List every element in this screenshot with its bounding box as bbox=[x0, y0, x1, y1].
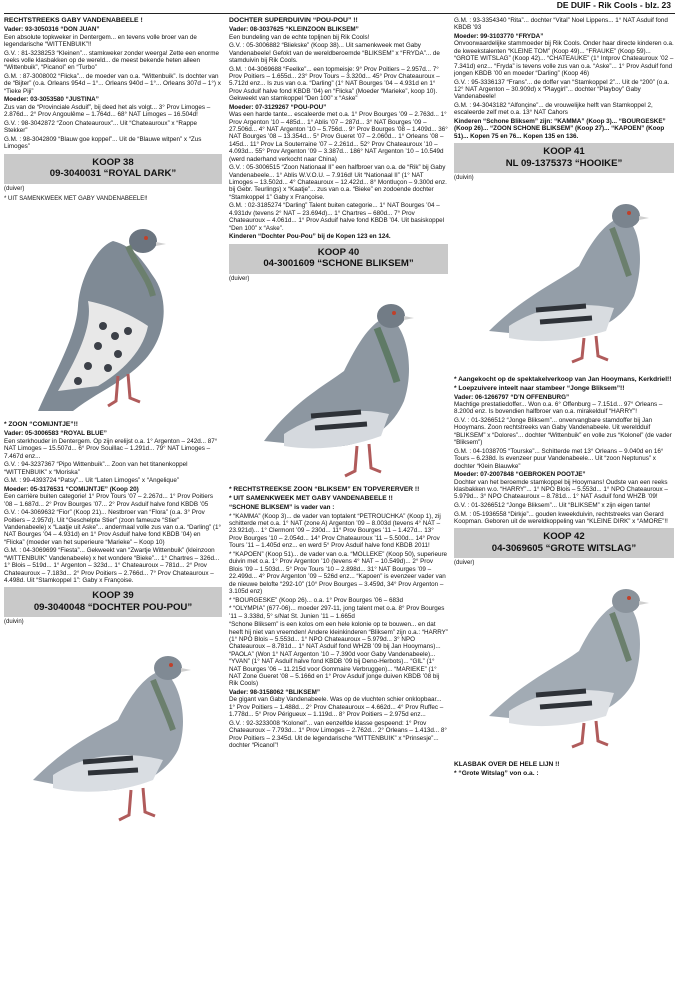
vader-label: Vader: 08-3037625 “KLEINZOON BLIKSEM” bbox=[229, 26, 359, 34]
sex-label: (duivin) bbox=[454, 175, 474, 182]
gm-text: G.M. : 02-3185274 “Darling” Talent buiten categorie... 1° NAT Bourges ’04 – 4.931dv (tevens 2° NAT – 23.694d)... 1° Chartres – 680d... 7° Prov Chateauroux – 4.061d... 1° Prov Asduif halve fond KBDB ’04. Uit basiskoppel “Den 100” x “Aske”. bbox=[229, 202, 444, 232]
moeder-text: Onvoorwaardelijke stammoeder bij Rik Cools. Onder haar directe kinderen o.a. de kweekstalenten “KLEINE TOM” (Koop 49)... “FRAUKE” (Koop 59)... “GROTE WITSLAG” (Koop 42)... “CHATEAUKE” (1° Intprov Chateauroux ’02 – 7.341d) enz... “Fryda” is tevens volle zus van o.a. “Aske”... 1° Prov Asduif fond jongen KBDB ’00 en moeder “Darling” (Koop 46) bbox=[454, 40, 674, 78]
vader-text: Een bundeling van de echte topljnen bij Rik Cools! bbox=[229, 33, 370, 41]
pigeon-photo-koop-38 bbox=[18, 206, 208, 421]
ring-name: 09-3040031 “ROYAL DARK” bbox=[49, 168, 177, 180]
column-3 bbox=[454, 17, 674, 779]
gv-text: G.V. : 05-3006882 “Bliekske” (Koop 38)... Uit samenkweek met Gaby Vandenabeele! Gefokt van de wereldberoemde “BLIKSEM” x “FRYDA”... de stamduivin bij Rik Cools. bbox=[229, 42, 440, 64]
ring-name: NL 09-1375373 “HOOIKE” bbox=[505, 157, 623, 169]
gm-text: G.M. : 99-4393724 “Patsy”... Uit “Laten Limoges” x “Angelique” bbox=[4, 477, 179, 485]
photo-caption: * RECHTSTREEKSE ZOON “BLIKSEM” EN TOPVERERVER !! bbox=[229, 486, 420, 494]
gm-text: G.M. : 04-1038705 “Tourske”... Schitterde met 13° Orleans – 9.040d en 16° Tours – 6.238d. Is evenzeer puur Vandenabeele... Uit “zoon Neptunus” x dochter “Klein Blauwke” bbox=[454, 447, 664, 470]
gm-text: G.M. : 98-3042809 “Blauw goe koppel”... Uit de “Blauwe witpen” x “Zus Limoges” bbox=[4, 135, 202, 151]
gm-text: G.M. : 93-3354340 “Rita”... dochter “Vital” Noel Lippens... 1° NAT Asduif fond KBDB ’93 bbox=[454, 17, 668, 32]
offspring-entry: * “KAMMA” (Koop 3)... de vader van toptalent “PETROUCHKA” (Koop 1), zij schitterde met o.a. 1° NAT (zone A) Argenton ’09 – 8.003d (tevens 4° NAT – 23.921d)... 1° Clermont ’09 – 230d... 11° Prov Bourges ’11 – 1.427d... 13° Prov Bourges ’10 – 2.054d... 14° Prov Chateauroux ’11 – 5.500d... 14° Prov Tours ’11 – 1.405d enz... en werd 5° Prov Asduif halve fond KBDB 2011! bbox=[229, 512, 441, 550]
moeder-label: Moeder: 07-2007848 “GEBROKEN POOTJE” bbox=[454, 471, 586, 479]
column-2 bbox=[229, 17, 448, 751]
vader-label: Vader: 05-3006583 “ROYAL BLUE” bbox=[4, 430, 107, 438]
sex-label: (duivin) bbox=[4, 619, 24, 626]
gm-text: G.M. : 87-3008002 “Flicka”... de moeder van o.a. “Wittenbuik”. Is dochter van de “Bijter” (o.a. Orleans 954d – 1°... Orleans 940d – 1°... Orleans 307d – 1°) x “Tieke Piji” bbox=[4, 73, 221, 95]
pigeon-photo-koop-41 bbox=[464, 186, 664, 376]
photo-caption: * Loepzuivere inteelt naar stambeer “Jonge Bliksem”!! bbox=[454, 384, 625, 392]
ring-name: 09-3040048 “DOCHTER POU-POU” bbox=[33, 601, 193, 613]
moeder-label: Moeder: 05-3176531 “COMIJNTJE” (Koop 20) bbox=[4, 485, 139, 493]
photo-caption: * UIT SAMENKWEEK MET GABY VANDENABEELE !! bbox=[229, 495, 393, 503]
section-title: RECHTSTREEKS GABY VANDENABEELE ! bbox=[4, 17, 143, 24]
koop-38-banner bbox=[4, 154, 222, 184]
koop-number: KOOP 38 bbox=[92, 156, 134, 168]
gv-text: G.V. : 98-3042872 “Zoon Chateauroux”... Uit “Chateauroux” x “Rappe Stekker” bbox=[4, 119, 197, 135]
photo-caption: KLASBAK OVER DE HELE LIJN !! bbox=[454, 760, 560, 768]
kinderen-note: Kinderen “Schone Bliksem” zijn: “KAMMA” (Koop 3)... “BOURGESKE” (Koop 26)... “ZOON SCHONE BLIKSEM” (Koop 27)... “KAPOEN” (Koop 51)... Kopen 75 en 76... Kopen 135 en 136. bbox=[454, 118, 666, 140]
moeder-text: Was een harde tante... escaleerde met o.a. 1° Prov Bourges ’09 – 2.763d... 1° Prov Argenton ’10 – 485d... 1° Ablis ’07 – 287d... 3° NAT Bourges ’09 – 27.506d... 4° NAT Argenton ’10 – 5.756d... 9° Prov Bourges ’08 – 1.409d... 36° NAT Bourges ’08 – 13.354d... 5° Prov Gueret ’07 – 2.060d... 1° Orleans ’08 – 145d... 11° Prov La Souterraine ’07 – 2.261d... 52° Prov Chateauroux ’10 – 4.093d... 55° Prov Argenton ’09 – 3.387d... 186° NAT Argenton ’10 – 10.549d (werd naderhand verkocht naar China) bbox=[229, 111, 448, 163]
vader-text: Een sterkhouder in Dentergem. Op zijn erelijst o.a. 1° Argenton – 242d... 87° NAT Limoges – 15.507d... 6° Prov Souillac – 1.291d... 79° NAT Limoges – 7.467d enz... bbox=[4, 437, 218, 460]
koop-number: KOOP 41 bbox=[543, 146, 585, 158]
gv-text: G.V. : 01-3266512 “Jonge Bliksem”... onvervangbare stamdoffer bij Jan Hooymans. Zoon rechtstreeks van Gaby Vandenabeele. Uit wereldduif “BLIKSEM” x “Dolores”... dochter “Wittenbuik” en volle zus “Kolonel” (de vader “Bliksem”) bbox=[454, 417, 672, 447]
sex-label: (duiver) bbox=[229, 275, 250, 282]
pigeon-photo-koop-39 bbox=[13, 630, 213, 830]
koop-41-banner bbox=[454, 143, 674, 173]
moeder-label: Moeder: 07-3129267 “POU-POU” bbox=[229, 103, 327, 111]
photo-caption: * ZOON “COMIJNTJE”!! bbox=[4, 421, 78, 429]
gm-text: G.M. : 94-3043182 “Alfonçine”... de vrouwelijke helft van Stamkoppel 2, escaleerde zelf met o.a. 13° NAT Cahors bbox=[454, 102, 653, 117]
sex-label: (duiver) bbox=[454, 560, 475, 567]
offspring-summary: “Schone Bliksem” is een kolos om een hele kolonie op te bouwen... en dat heeft hij niet van vreemden! Andere kleinkinderen “Bliksem” zijn o.a.: “HARRY” (1° NPO Blois – 5.553d... 1° NPO Chateauroux – 5.979d... 3° NPO Chateauroux – 8.781d... 1° NAT Asduif fond WHZB ’09 bij Jan Hooymans)... “PAOLA” (Won 1° NAT Argenton ’10 – 7.390d voor Gaby Vandenabeele)... “YVAN” (1° NAT Asduif halve fond KBDB ’09 bij Deno-Herbots)... “GIL” (1° NAT Bourges ’06 – 11.215d voor Gommaire Verbruggen)... “MARIEKE” (1° NAT Zone Gueret ’08 – 5.166d en 1° Prov Asduif jonge duiven KBDB ’08 bij Rik Cools) bbox=[229, 621, 448, 688]
koop-number: KOOP 42 bbox=[543, 531, 585, 543]
sex-label: (duiver) bbox=[4, 185, 25, 192]
section-title: DOCHTER SUPERDUIVIN “POU-POU” !! bbox=[229, 17, 358, 24]
gv-text: G.V. : 92-3233008 “Kolonel”... van eenzelfde klasse gespeend: 1° Prov Chateauroux – 7.793d... 1° Prov Limoges – 2.762d... 2° Orleans – 1.413d... 8° Prov Poitiers – 2.345d. Uit de legendarische “WITTENBUIK” x “Prinsesje”... dochter “Picanol”! bbox=[229, 719, 447, 749]
gv-text: G.V. : 05-3006515 “Zoon Nationaal II” een halfbroer van o.a. de “Rik” bij Gaby Vandenabeele... 1° Ablis W.V.O.U. – 7.916d! Uit “Nationaal II” (1° NAT Limoges – 13.502d... 4° Chateauroux – 12.422d... 8° Montluçon – 9.300d enz. bij Gebr. Teurlings) x “Kaatje”... zus van o.a. “Bieke” en zodoende dochter “Stamkoppel 1” Gaby x Françoise. bbox=[229, 164, 447, 201]
vader-text: Een absolute topkweker in Dentergem... en tevens volle broer van de legendarische “WITTENBUIK”!! bbox=[4, 33, 197, 48]
gv-text: G.V. : 81-3238253 “Kleinen”... stamkweker zonder weerga! Zette een enorme reeks volle klasbakken op de wereld... de meest bekende heten alleen “Wittenbuik”, “Picanol” en “Turbo” bbox=[4, 49, 220, 72]
moeder-text: Dochter van het beroemde stamkoppel bij Hooymans! Oudste van een reeks klasbakken w.o. “HARRY”... 1° NPO Blois – 5.553d... 1° NPO Chateauroux – 5.979d... 3° NPO Chateauroux – 8.781d... 1° NAT Asduif fond WHZB ’09! bbox=[454, 478, 668, 501]
vader-text: De gigant van Gaby Vandenabeele. Was op de vluchten schier onklopbaar... 1° Prov Poitiers – 1.488d... 2° Prov Chateauroux – 4.662d... 4° Prov Ruffec – 1.778d... 5° Prov Périgueux – 1.119d... 8° Prov Poitiers – 2.975d enz... bbox=[229, 696, 444, 719]
gv-text: G.V. : 04-3069632 “Fior” (Koop 21)... Nestbroer van “Flora” (o.a. 3° Prov Poitiers – 2.957d). Uit “Geschelpte Stier” (zoon fameuze “Stier” Vandenabeele) x “Laatje uit Aske”... andermaal volle zus van o.a. “Darling” (1° NAT Bourges ’04 – 4.931d) en 1° Prov Asduif halve fond KBDB ’04) en “Flicka” (moeder van het superieure “Marieke” – Koop 10) bbox=[4, 509, 221, 546]
photo-caption: * Aangekocht op de spektakelverkoop van Jan Hooymans, Kerkdriel!! bbox=[454, 375, 672, 383]
gm-text: G.M. : 05-1936558 “Dirkje”... gouden kweekduivin, rechtstreeks van Gerard Koopman. Geboren uit de wereldkoppeling van “KLEINE DIRK” x “AMORE”!! bbox=[454, 510, 668, 526]
moeder-label: Moeder: 99-3103770 “FRYDA” bbox=[454, 33, 544, 40]
photo-caption: * “Grote Witslag” von o.a. : bbox=[454, 769, 539, 777]
pigeon-photo-koop-40 bbox=[239, 286, 439, 486]
vader-label: Vader: 06-1266797 “D’N OFFENBURG” bbox=[454, 393, 570, 401]
ring-name: 04-3069605 “GROTE WITSLAG” bbox=[491, 542, 637, 554]
sb-title: “SCHONE BLIKSEM” is vader van : bbox=[229, 504, 335, 512]
vader-label: Vader: 93-3050316 “DON JUAN” bbox=[4, 26, 100, 34]
vader-label: Vader: 98-3158062 “BLIKSEM” bbox=[229, 688, 320, 696]
gv-text: G.V. : 94-3237367 “Pipo Wittenbuik”... Zoon van het titanenkoppel “WITTENBUIK” x “Moriska” bbox=[4, 461, 188, 476]
gv-text: G.V. : 01-3266512 “Jonge Bliksem”... Uit “BLIKSEM” x zijn eigen tante! bbox=[454, 502, 651, 510]
column-1 bbox=[4, 17, 222, 830]
moeder-label: Moeder: 03-3053580 “JUSTINA” bbox=[4, 96, 99, 104]
page-header: DE DUIF - Rik Cools - blz. 23 bbox=[556, 0, 671, 10]
header-divider bbox=[4, 13, 675, 14]
moeder-text: Een carrière buiten categorie! 1° Prov Tours ’07 – 2.267d... 1° Prov Poitiers ’08 – 1.687d... 2° Prov Bourges ’07... 2° Prov Asduif halve fond KBDB ’05 bbox=[4, 493, 213, 508]
gm-text: G.M. : 04-3069688 “Feelke”... een topmeisje: 9° Prov Poitiers – 2.957d... 7° Prov Poitiers – 1.655d... 23° Prov Tours – 3.320d... 45° Prov Chateauroux – 5.712d enz... Is zus van o.a. “Darling” (1° NAT Bourges ’04 – 4.931d en 1° Prov Asduif halve fond KBDB ’04) en “Flicka” (Moeder “Marieke”, koop 10). Gekweekt van stamkoppel “Den 100” x “Aske” bbox=[229, 65, 440, 103]
koop-number: KOOP 39 bbox=[92, 590, 134, 602]
moeder-text: Zus van de “Provinciale Asduif”, bij deed het als volgt... 3° Prov Limoges – 2.876d... 2° Prov Angoulême – 1.764d... 68° NAT Limoges – 16.504d! bbox=[4, 103, 211, 119]
koop-40-banner bbox=[229, 244, 448, 274]
ring-name: 04-3001609 “SCHONE BLIKSEM” bbox=[263, 258, 414, 270]
kinderen-note: Kinderen “Dochter Pou-Pou” bij de Kopen 123 en 124. bbox=[229, 233, 391, 241]
koop-number: KOOP 40 bbox=[317, 246, 360, 258]
offspring-entry: * “BOURGESKE” (Koop 26)... o.a. 1° Prov Bourges ’06 – 683d bbox=[229, 596, 404, 604]
koop-42-banner bbox=[454, 528, 674, 558]
koop-39-banner bbox=[4, 587, 222, 617]
offspring-entry: * “OLYMPIA” (677-06)... moeder 297-11, jong talent met o.a. 8° Prov Bourges ’11 – 3.338d, 5° s/Nat St. Junien ’11 – 1.665d bbox=[229, 605, 445, 620]
vader-text: Machtige prestatiedoffer... Won o.a. 6° Offenburg – 7.151d... 97° Orleans – 8.200d enz. Is bovendien halfbroer van o.a. mirakelduif “HARRY”! bbox=[454, 401, 663, 416]
pigeon-photo-koop-42 bbox=[464, 571, 664, 761]
gm-text: G.M. : 04-3069699 “Fiesta”... Gekweekt van “Zwartje Wittenbuik” (kleinzoon “WITTENBUIK” Vandenabeele) x het wondere “Bieke”... 1° Chartres – 326d... 1° Blois – 519d... 1° Argenton – 323d... 1° Chateauroux – 781d... 2° Prov Chateauroux – 7.183d... 2° Prov Poitiers – 2.766d... 7° Prov Chateauroux – 4.498d. Uit “Stamkoppel 1”: Gaby x Françoise. bbox=[4, 547, 220, 585]
note: * UIT SAMENKWEEK MET GABY VANDENABEELE!! bbox=[4, 196, 148, 203]
offspring-entry: * “KAPOEN” (Koop 51)... de vader van o.a. “MOLLEKE” (Koop 50), superieure duivin met o.a. 1° Prov Argenton ’10 (tevens 4° NAT – 10.549d)... 2° Prov Blois ’09 – 1.503d... 5° Prov Tours ’10 – 2.898d... 31° NAT Bourges ’09 – 22.499d... 4° Prov Argenton ’09 – 526d enz... “Kapoen” is evenzeer vader van de nieuwe belofte “292-10” (10° Prov Bourges – 3.459d, 34° Prov Argenton – 3.105d enz) bbox=[229, 550, 448, 595]
gv-text: G.V. : 95-3336137 “Frans”... de doffer van “Stamkoppel 2”... Uit de “200” (o.a. 12° NAT Argenton – 30.909d) x “Playgirl”... dochter “Playboy” Gaby Vandenabeele! bbox=[454, 78, 670, 101]
